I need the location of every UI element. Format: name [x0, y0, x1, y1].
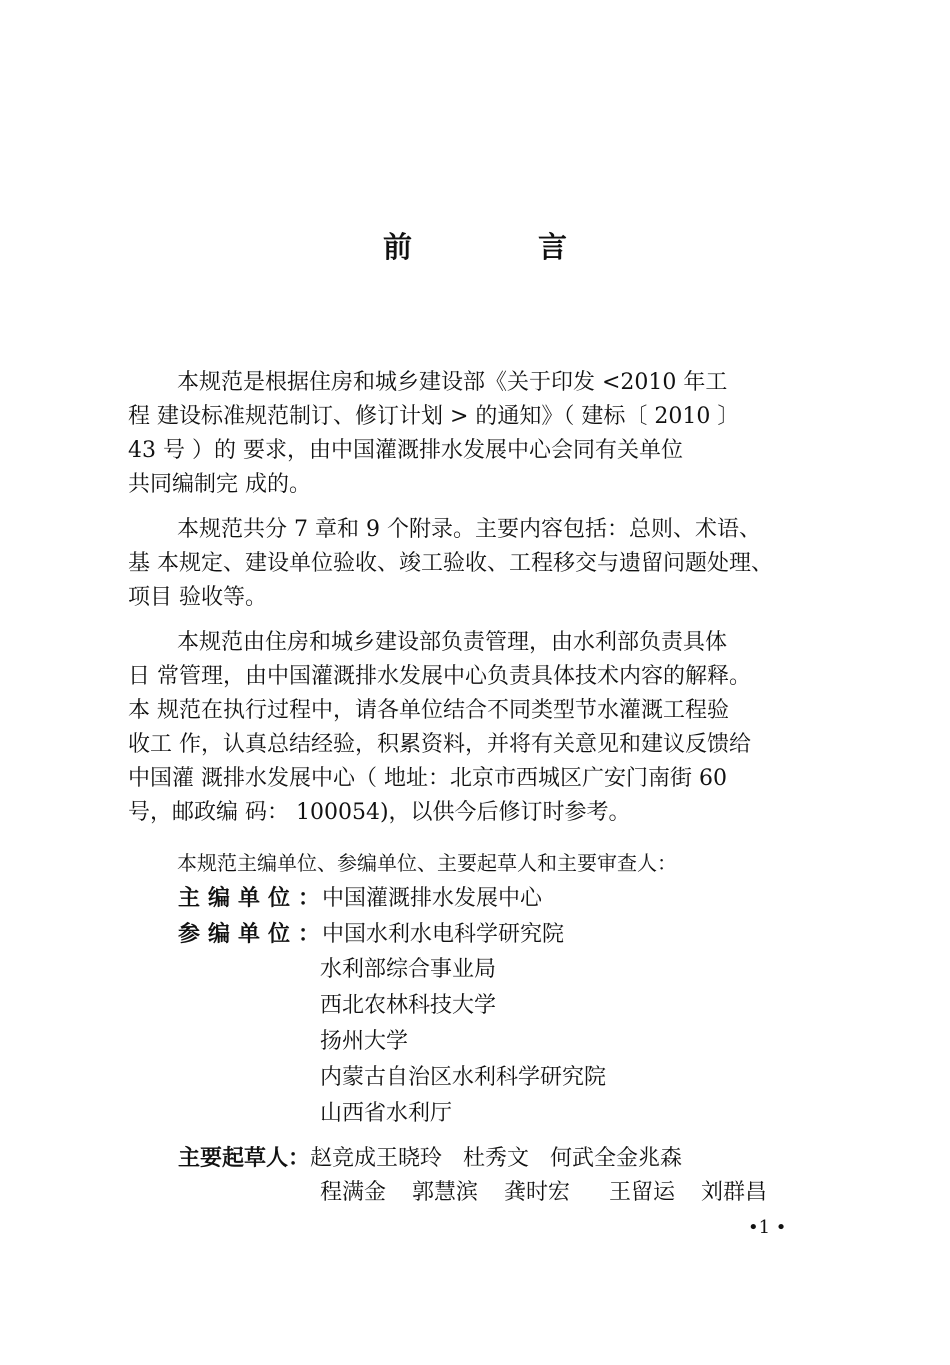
- paragraph-line: 基 本规定、建设单位验收、竣工验收、工程移交与遗留问题处理、: [128, 551, 773, 576]
- drafters-names-line-2: 程满金 郭慧滨 龚时宏 王留运 刘群昌: [320, 1180, 767, 1205]
- drafters-names-line-1: 赵竞成王晓玲 杜秀文 何武全金兆森: [310, 1146, 682, 1171]
- participating-units-label: 参编单位：: [178, 922, 329, 947]
- chief-unit-label: 主编单位：: [178, 886, 329, 911]
- participating-unit-item: 水利部综合事业局: [320, 957, 497, 982]
- drafters-label: 主要起草人：: [178, 1146, 311, 1171]
- intro-line: 本规范主编单位、参编单位、主要起草人和主要审查人：: [177, 851, 677, 875]
- participating-units-row: [178, 918, 564, 952]
- page-number: •1 •: [748, 1217, 787, 1238]
- paragraph-line: 本规范共分 7 章和 9 个附录。主要内容包括：总则、术语、: [177, 517, 761, 542]
- paragraph-line: 程 建设标准规范制订、修订计划 > 的通知》（ 建标〔 2010 〕: [128, 404, 740, 429]
- chief-unit-row: [178, 882, 542, 916]
- paragraph-2: [128, 513, 828, 615]
- paragraph-line: 中国灌 溉排水发展中心（ 地址：北京市西城区广安门南街 60: [128, 766, 727, 791]
- paragraph-line: 本 规范在执行过程中，请各单位结合不同类型节水灌溉工程验: [128, 698, 729, 723]
- paragraph-3: [128, 626, 828, 830]
- participating-unit-item: 西北农林科技大学: [320, 993, 497, 1018]
- participating-unit-item: 山西省水利厅: [320, 1101, 453, 1126]
- paragraph-line: 收工 作，认真总结经验，积累资料，并将有关意见和建议反馈给: [128, 732, 751, 757]
- participating-units-list: [320, 952, 606, 1132]
- paragraph-line: 号，邮政编 码： 100054)，以供今后修订时参考。: [128, 800, 631, 825]
- paragraph-line: 项目 验收等。: [128, 585, 267, 610]
- drafters-row: [178, 1142, 682, 1176]
- participating-unit-item: 内蒙古自治区水利科学研究院: [320, 1065, 607, 1090]
- page-title: 前 言: [382, 230, 626, 264]
- participating-unit-item: 中国水利水电科学研究院: [322, 922, 565, 947]
- paragraph-line: 共同编制完 成的。: [128, 472, 311, 497]
- paragraph-1: [128, 366, 828, 502]
- participating-unit-item: 扬州大学: [320, 1029, 409, 1054]
- paragraph-line: 日 常管理，由中国灌溉排水发展中心负责具体技术内容的解释。: [128, 664, 751, 689]
- paragraph-line: 43 号 ）的 要求，由中国灌溉排水发展中心会同有关单位: [128, 438, 683, 463]
- paragraph-line: 本规范由住房和城乡建设部负责管理，由水利部负责具体: [177, 630, 728, 655]
- chief-unit-value: 中国灌溉排水发展中心: [322, 886, 543, 911]
- paragraph-line: 本规范是根据住房和城乡建设部《关于印发 <2010 年工: [177, 370, 728, 395]
